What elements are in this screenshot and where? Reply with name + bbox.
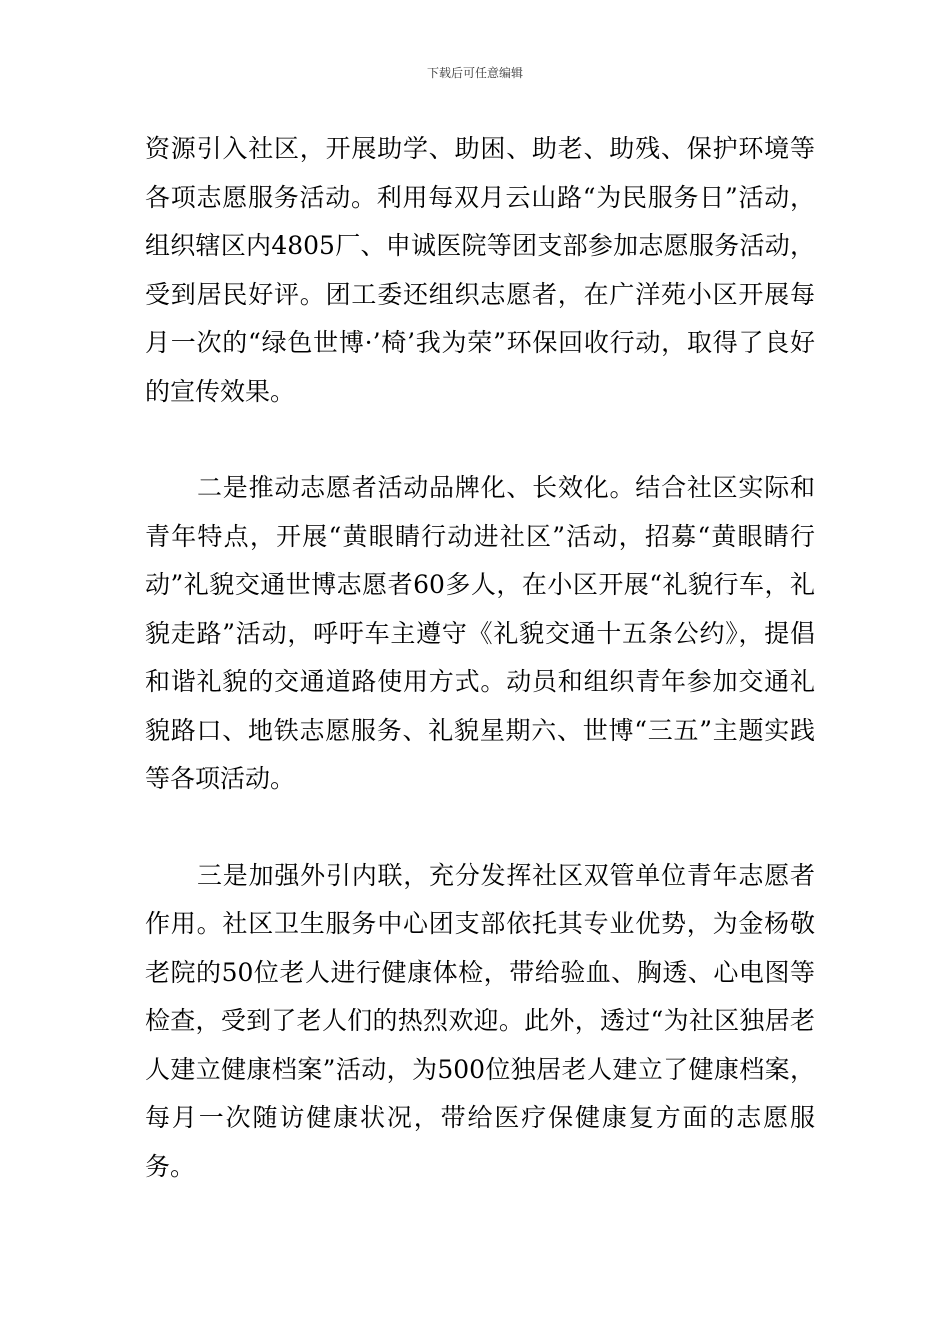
paragraph-3: 三是加强外引内联，充分发挥社区双管单位青年志愿者作用。社区卫生服务中心团支部依托其专业优势，为金杨敬老院的50位老人进行健康体检，带给验血、胸透、心电图等检查，受到了老人们的热烈欢迎。此外，透过“为社区独居老人建立健康档案”活动，为500位独居老人建立了健康档案，每月一次随访健康状况，带给医疗保健康复方面的志愿服务。 <box>145 860 815 1181</box>
page-header: 下载后可任意编辑 <box>426 66 523 80</box>
paragraph-1: 资源引入社区，开展助学、助困、助老、助残、保护环境等各项志愿服务活动。利用每双月云山路“为民服务日”活动，组织辖区内4805厂、申诚医院等团支部参加志愿服务活动，受到居民好评。团工委还组织志愿者，在广洋苑小区开展每月一次的“绿色世博·’椅’我为荣”环保回收行动，取得了良好的宣传效果。 <box>145 134 815 406</box>
paragraph-2: 二是推动志愿者活动品牌化、长效化。结合社区实际和青年特点，开展“黄眼睛行动进社区”活动，招募“黄眼睛行动”礼貌交通世博志愿者60多人，在小区开展“礼貌行车，礼貌走路”活动，呼吁车主遵守《礼貌交通十五条公约》，提倡和谐礼貌的交通道路使用方式。动员和组织青年参加交通礼貌路口、地铁志愿服务、礼貌星期六、世博“三五”主题实践等各项活动。 <box>145 473 815 793</box>
document-body <box>145 125 815 1191</box>
